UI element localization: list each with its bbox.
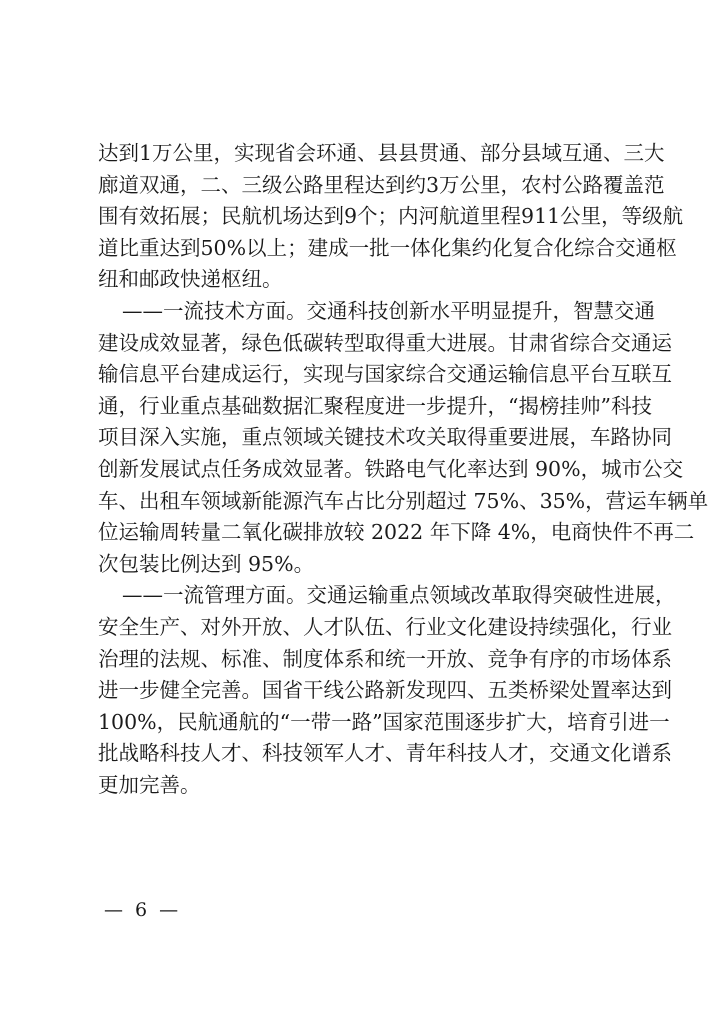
- text-line: 批战略科技人才、科技领军人才、青年科技人才，交通文化谱系: [98, 741, 672, 766]
- text-line: 车、出租车领域新能源汽车占比分别超过 75%、35%，营运车辆单: [98, 488, 709, 513]
- paragraph-technology: [98, 296, 709, 580]
- text-line: 输信息平台建成运行，实现与国家综合交通运输信息平台互联互: [98, 362, 672, 387]
- text-line: 建设成效显著，绿色低碳转型取得重大进展。甘肃省综合交通运: [98, 330, 672, 355]
- text-line: 创新发展试点任务成效显著。铁路电气化率达到 90%，城市公交: [98, 456, 684, 481]
- text-line: 纽和邮政快递枢纽。: [98, 267, 283, 292]
- text-line: 100%，民航通航的“一带一路”国家范围逐步扩大，培育引进一: [98, 709, 670, 734]
- text-line: 围有效拓展；民航机场达到9个；内河航道里程911公里，等级航: [98, 204, 684, 229]
- text-line: 安全生产、对外开放、人才队伍、行业文化建设持续强化，行业: [98, 614, 672, 639]
- paragraph-management: [98, 580, 676, 801]
- text-line: 达到1万公里，实现省会环通、县县贯通、部分县域互通、三大: [98, 141, 665, 165]
- text-line: 更加完善。: [98, 772, 201, 797]
- body-text: [98, 138, 709, 801]
- text-line: ——一流技术方面。交通科技创新水平明显提升，智慧交通: [122, 298, 655, 323]
- text-line: 位运输周转量二氧化碳排放较 2022 年下降 4%，电商快件不再二: [98, 520, 695, 545]
- text-line: 项目深入实施，重点领域关键技术攻关取得重要进展，车路协同: [98, 425, 672, 450]
- text-line: 通，行业重点基础数据汇聚程度进一步提升，“揭榜挂帅”科技: [98, 393, 652, 418]
- text-line: 道比重达到50%以上；建成一批一体化集约化复合化综合交通枢: [98, 235, 677, 260]
- text-line: 廊道双通，二、三级公路里程达到约3万公里，农村公路覆盖范: [98, 172, 665, 197]
- paragraph-transport-network: [98, 138, 684, 296]
- page-number: — 6 —: [104, 899, 182, 921]
- text-line: 治理的法规、标准、制度体系和统一开放、竞争有序的市场体系: [98, 646, 672, 671]
- text-line: ——一流管理方面。交通运输重点领域改革取得突破性进展，: [122, 583, 676, 608]
- text-line: 次包装比例达到 95%。: [98, 551, 315, 576]
- text-line: 进一步健全完善。国省干线公路新发现四、五类桥梁处置率达到: [98, 678, 672, 703]
